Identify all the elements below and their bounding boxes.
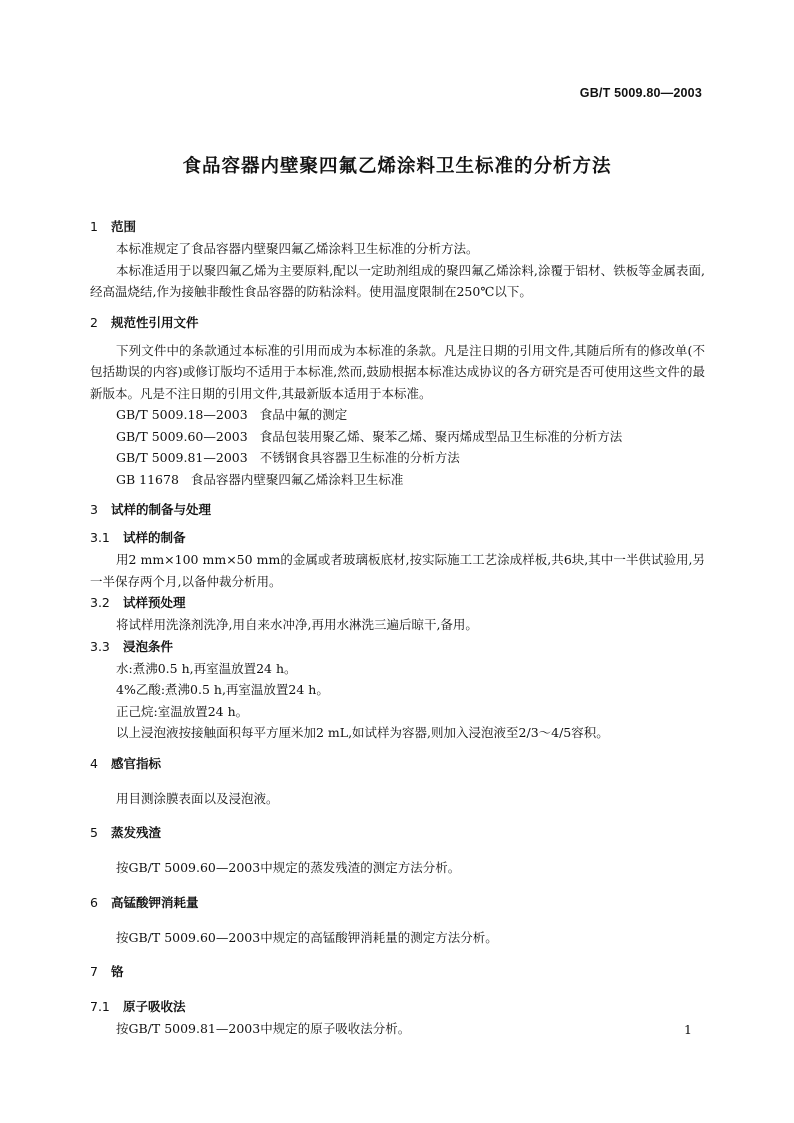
paragraph: 本标准适用于以聚四氟乙烯为主要原料,配以一定助剂组成的聚四氟乙烯涂料,涂覆于铝材、铁板等金属表面,经高温烧结,作为接触非酸性食品容器的防粘涂料。使用温度限制在250℃以下。	[90, 262, 705, 299]
section-title: 铬	[111, 964, 124, 979]
paragraph: 按GB/T 5009.60—2003中规定的高锰酸钾消耗量的测定方法分析。	[116, 929, 498, 945]
subsection-number: 3.1	[90, 530, 110, 545]
subsection-title: 试样预处理	[123, 595, 186, 610]
section-title: 感官指标	[111, 755, 162, 771]
soak-condition-line: 水:煮沸0.5 h,再室温放置24 h。	[116, 660, 297, 676]
section-heading	[90, 961, 705, 983]
reference-code: GB/T 5009.18—2003	[116, 407, 248, 422]
soak-condition-line: 4%乙酸:煮沸0.5 h,再室温放置24 h。	[116, 682, 329, 697]
section-heading	[90, 822, 705, 844]
section-title: 规范性引用文件	[111, 314, 199, 330]
standard-code: GB/T 5009.80—2003	[579, 86, 702, 100]
paragraph: 用目测涂膜表面以及浸泡液。	[116, 790, 279, 806]
subsection-title: 试样的制备	[123, 530, 186, 545]
reference-item	[90, 469, 705, 491]
reference-title: 食品包装用聚乙烯、聚苯乙烯、聚丙烯成型品卫生标准的分析方法	[259, 428, 623, 444]
section-heading	[90, 216, 705, 238]
subsection-heading	[90, 527, 705, 549]
section-heading	[90, 753, 705, 775]
reference-title: 食品中氟的测定	[259, 407, 348, 422]
paragraph: 本标准规定了食品容器内壁聚四氟乙烯涂料卫生标准的分析方法。	[116, 241, 479, 256]
document-title: 食品容器内壁聚四氟乙烯涂料卫生标准的分析方法	[182, 156, 612, 177]
section-number: 4	[90, 755, 98, 771]
subsection-number: 3.3	[90, 638, 110, 654]
reference-code: GB/T 5009.60—2003	[116, 428, 248, 444]
subsection-title: 浸泡条件	[123, 638, 174, 654]
section-number: 7	[90, 964, 98, 979]
subsection-number: 3.2	[90, 595, 110, 610]
paragraph: 按GB/T 5009.60—2003中规定的蒸发残渣的测定方法分析。	[116, 860, 461, 875]
section-number: 1	[90, 219, 98, 234]
paragraph: 用2 mm×100 mm×50 mm的金属或者玻璃板底材,按实际施工工艺涂成样板,共6块,其中一半供试验用,另一半保存两个月,以备仲裁分析用。	[90, 552, 705, 589]
section-title: 试样的制备与处理	[111, 502, 212, 517]
subsection-heading	[90, 996, 705, 1018]
reference-item	[90, 404, 705, 426]
reference-item	[90, 447, 705, 469]
paragraph: 将试样用洗涤剂洗净,用自来水冲净,再用水淋洗三遍后晾干,备用。	[116, 617, 478, 632]
reference-title: 不锈钢食具容器卫生标准的分析方法	[259, 450, 460, 465]
section-number: 6	[90, 894, 98, 910]
soak-condition-line: 正己烷:室温放置24 h。	[116, 703, 249, 719]
soak-condition-line: 以上浸泡液按接触面积每平方厘米加2 mL,如试样为容器,则加入浸泡液至2/3～4/5容积。	[116, 725, 609, 740]
section-number: 3	[90, 502, 98, 517]
section-number: 2	[90, 314, 98, 330]
section-title: 蒸发残渣	[111, 825, 162, 840]
subsection-title: 原子吸收法	[123, 999, 186, 1014]
section-heading	[90, 312, 705, 334]
reference-code: GB/T 5009.81—2003	[116, 450, 248, 465]
section-number: 5	[90, 825, 98, 840]
reference-code: GB 11678	[116, 471, 179, 487]
section-heading	[90, 499, 705, 521]
section-title: 高锰酸钾消耗量	[111, 894, 199, 910]
subsection-heading	[90, 592, 705, 614]
subsection-number: 7.1	[90, 999, 110, 1014]
document-body	[90, 216, 705, 1040]
reference-item	[90, 426, 705, 448]
paragraph: 按GB/T 5009.81—2003中规定的原子吸收法分析。	[116, 1021, 411, 1036]
section-heading	[90, 892, 705, 914]
section-title: 范围	[111, 219, 137, 234]
paragraph: 下列文件中的条款通过本标准的引用而成为本标准的条款。凡是注日期的引用文件,其随后所有的修改单(不包括勘误的内容)或修订版均不适用于本标准,然而,鼓励根据本标准达成协议的各方研究是否可使用这些文件的最新版本。凡是不注日期的引用文件,其最新版本适用于本标准。	[90, 342, 705, 401]
reference-title: 食品容器内壁聚四氟乙烯涂料卫生标准	[190, 471, 404, 487]
page-number: 1	[684, 1022, 692, 1037]
subsection-heading	[90, 636, 705, 658]
